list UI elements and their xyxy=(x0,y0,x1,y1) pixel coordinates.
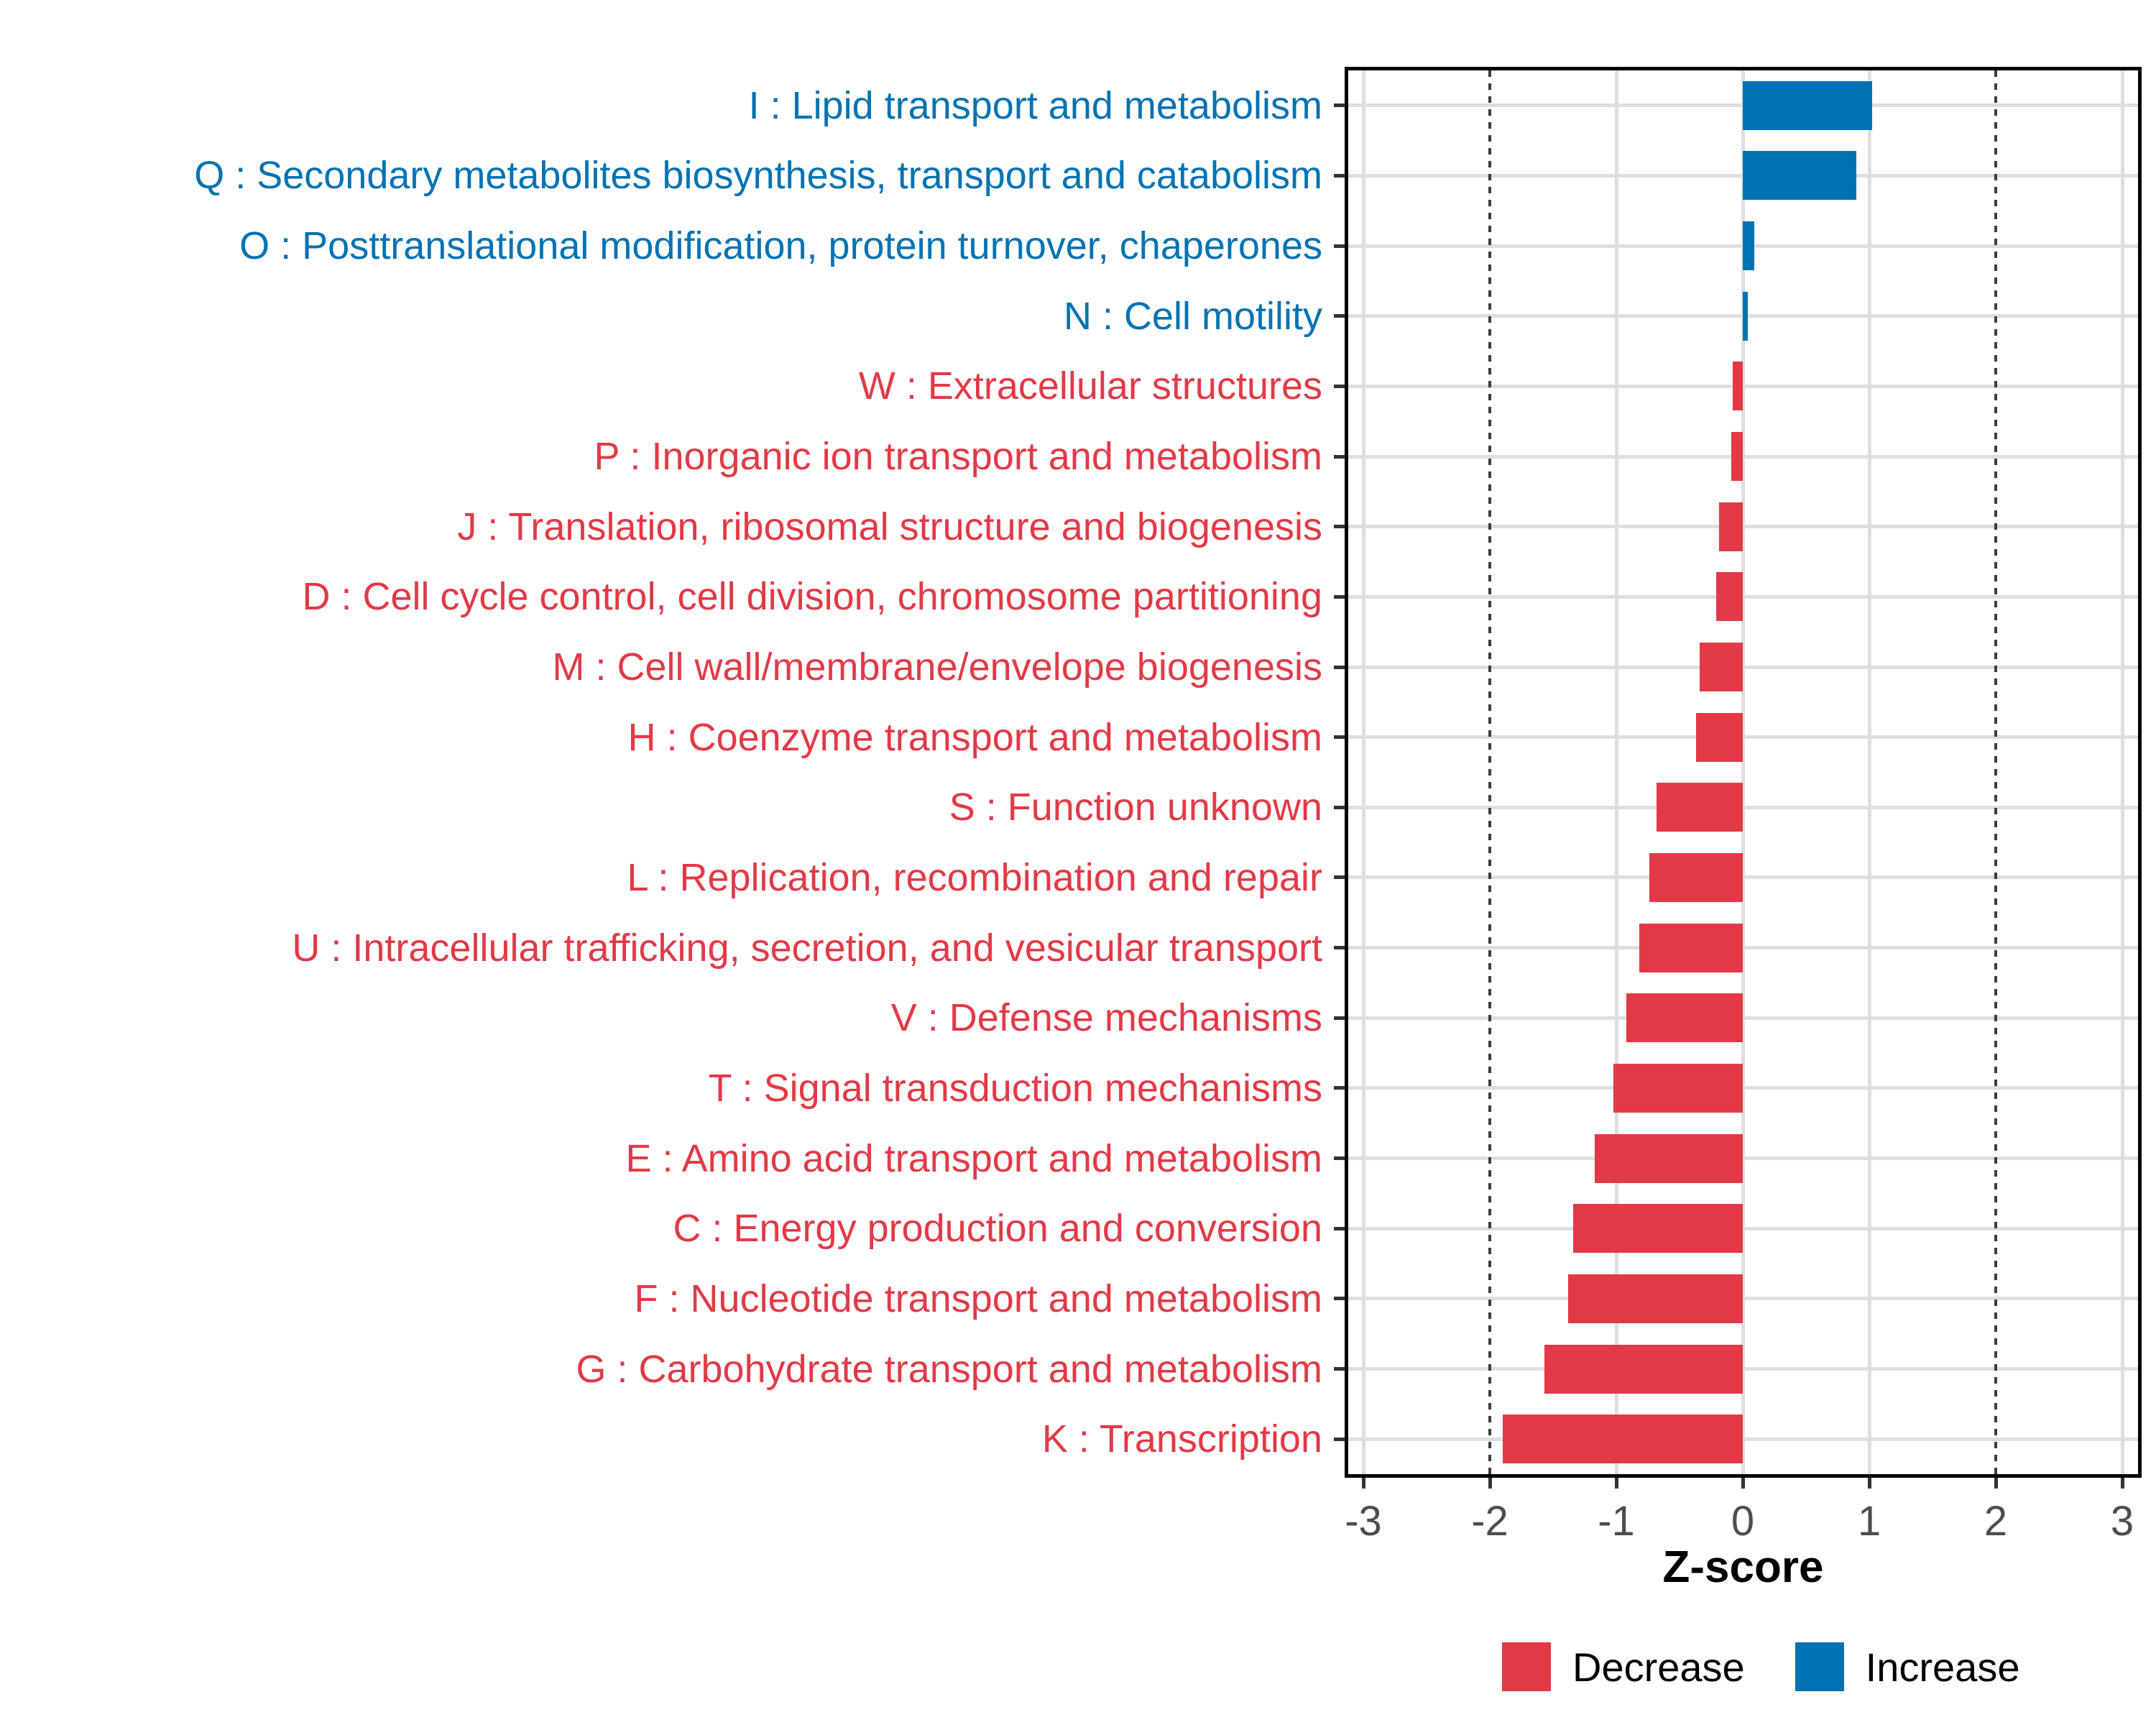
y-tick xyxy=(1334,1156,1345,1160)
category-label-S: S : Function unknown xyxy=(949,786,1322,829)
x-tick xyxy=(1488,1474,1492,1489)
y-tick xyxy=(1334,314,1345,318)
y-tick xyxy=(1334,525,1345,528)
x-tick-label: 0 xyxy=(1731,1498,1755,1545)
y-tick xyxy=(1334,595,1345,599)
category-label-J: J : Translation, ribosomal structure and biogenesis xyxy=(457,505,1322,548)
bar-O xyxy=(1743,221,1754,270)
y-tick xyxy=(1334,806,1345,809)
y-tick xyxy=(1334,104,1345,107)
category-label-Q: Q : Secondary metabolites biosynthesis, transport and catabolism xyxy=(194,154,1322,198)
category-label-D: D : Cell cycle control, cell division, chromosome partitioning xyxy=(302,575,1322,619)
category-label-C: C : Energy production and conversion xyxy=(673,1207,1322,1251)
reference-line xyxy=(1488,70,1491,1474)
bar-G xyxy=(1544,1345,1743,1394)
category-label-V: V : Defense mechanisms xyxy=(890,996,1322,1040)
bar-D xyxy=(1716,572,1743,621)
bar-Q xyxy=(1743,151,1856,200)
category-label-F: F : Nucleotide transport and metabolism xyxy=(634,1276,1322,1320)
legend-label: Increase xyxy=(1865,1644,2020,1690)
x-tick xyxy=(2121,1474,2124,1489)
reference-line xyxy=(1994,70,1997,1474)
category-label-N: N : Cell motility xyxy=(1063,294,1322,338)
legend-item-increase xyxy=(1795,1642,2020,1691)
bar-I xyxy=(1743,81,1872,130)
y-tick xyxy=(1334,1016,1345,1020)
x-tick-label: -2 xyxy=(1471,1498,1508,1545)
y-tick xyxy=(1334,1086,1345,1090)
category-label-K: K : Transcription xyxy=(1041,1417,1322,1461)
y-tick xyxy=(1334,385,1345,388)
y-tick xyxy=(1334,244,1345,248)
bar-E xyxy=(1595,1134,1743,1183)
y-tick xyxy=(1334,1227,1345,1230)
bar-S xyxy=(1657,783,1743,832)
category-label-O: O : Posttranslational modification, protein turnover, chaperones xyxy=(239,224,1322,268)
y-tick xyxy=(1334,946,1345,949)
category-label-U: U : Intracellular trafficking, secretion, and vesicular transport xyxy=(292,926,1322,970)
bar-V xyxy=(1626,993,1743,1042)
y-tick xyxy=(1334,455,1345,459)
bar-H xyxy=(1696,713,1743,762)
bar-M xyxy=(1700,643,1743,691)
category-label-G: G : Carbohydrate transport and metabolism xyxy=(576,1347,1322,1391)
bar-C xyxy=(1573,1204,1743,1253)
bar-W xyxy=(1733,362,1743,410)
gridline-vertical xyxy=(1615,70,1618,1474)
x-tick xyxy=(1741,1474,1745,1489)
gridline-vertical xyxy=(2121,70,2124,1474)
category-label-W: W : Extracellular structures xyxy=(858,364,1322,408)
category-label-H: H : Coenzyme transport and metabolism xyxy=(627,715,1322,759)
legend-key-increase xyxy=(1795,1642,1844,1691)
category-label-L: L : Replication, recombination and repair xyxy=(627,855,1322,899)
x-tick xyxy=(1362,1474,1365,1489)
plot-panel xyxy=(1348,70,2138,1474)
gridline-vertical xyxy=(1362,70,1365,1474)
y-tick xyxy=(1334,1438,1345,1441)
category-label-I: I : Lipid transport and metabolism xyxy=(748,83,1322,127)
bar-F xyxy=(1568,1274,1743,1323)
y-tick xyxy=(1334,666,1345,669)
bar-P xyxy=(1731,432,1743,481)
bar-U xyxy=(1639,924,1743,972)
x-tick-label: -1 xyxy=(1598,1498,1635,1545)
bar-N xyxy=(1743,292,1748,341)
bar-J xyxy=(1719,502,1743,551)
legend xyxy=(1502,1642,2019,1691)
legend-item-decrease xyxy=(1502,1642,1745,1691)
legend-label: Decrease xyxy=(1572,1644,1745,1690)
bar-K xyxy=(1503,1414,1743,1463)
gridline-vertical xyxy=(1868,70,1871,1474)
y-tick xyxy=(1334,875,1345,879)
x-axis-title: Z-score xyxy=(1662,1542,1824,1592)
x-tick-label: -3 xyxy=(1345,1498,1382,1545)
x-tick-label: 1 xyxy=(1857,1498,1881,1545)
bar-L xyxy=(1649,853,1743,902)
x-tick-label: 2 xyxy=(1984,1498,2008,1545)
y-tick xyxy=(1334,174,1345,178)
category-label-P: P : Inorganic ion transport and metabolism xyxy=(594,435,1322,479)
y-tick xyxy=(1334,735,1345,739)
bar-T xyxy=(1613,1064,1743,1113)
category-label-M: M : Cell wall/membrane/envelope biogenesis xyxy=(552,645,1322,689)
y-tick xyxy=(1334,1367,1345,1371)
legend-key-decrease xyxy=(1502,1642,1551,1691)
category-label-T: T : Signal transduction mechanisms xyxy=(708,1066,1322,1110)
category-label-E: E : Amino acid transport and metabolism xyxy=(625,1136,1322,1180)
x-tick xyxy=(1615,1474,1618,1489)
x-tick-label: 3 xyxy=(2110,1498,2134,1545)
y-tick xyxy=(1334,1297,1345,1300)
x-tick xyxy=(1868,1474,1871,1489)
x-tick xyxy=(1994,1474,1998,1489)
gridline-vertical xyxy=(1741,70,1745,1474)
